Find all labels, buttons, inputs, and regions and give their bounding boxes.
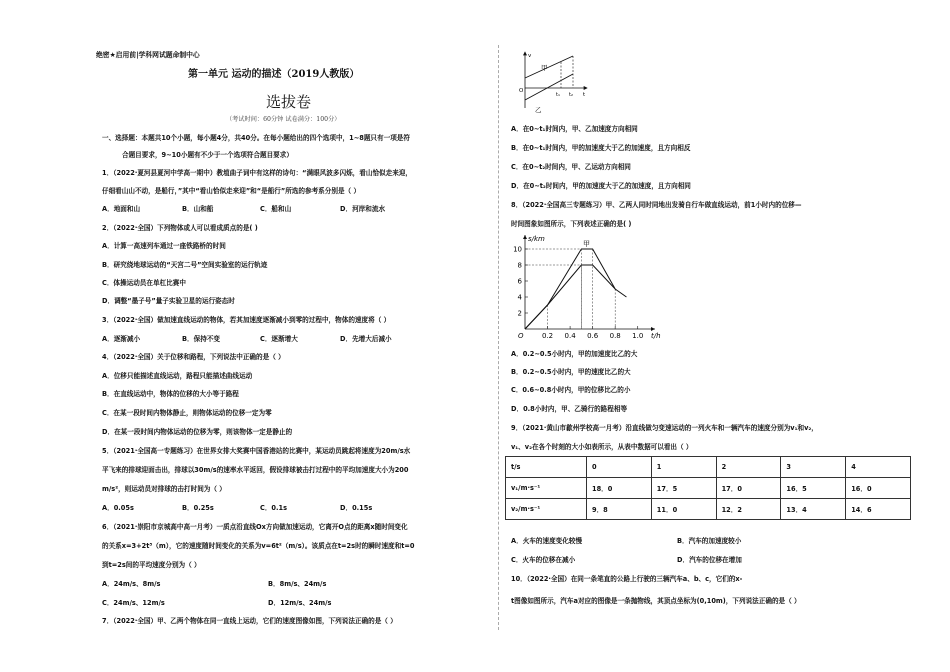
q5-line2: 平飞来的排球迎面击出，排球以30m/s的速率水平返回，假设排球被击打过程中的平均加速度大小为200 bbox=[102, 466, 409, 474]
q7-option-c[interactable]: C．在0~t₂时间内，甲、乙运动方向相同 bbox=[511, 163, 631, 171]
q9-line2: v₁、v₂在各个时刻的大小如表所示，从表中数据可以看出（ ） bbox=[511, 443, 693, 451]
table-header-row bbox=[506, 457, 911, 478]
x-tick-label: 0.6 bbox=[587, 332, 599, 340]
table-cell: 17．5 bbox=[651, 478, 716, 499]
x-tick-label: 1.0 bbox=[632, 332, 644, 340]
q7-t-label: t bbox=[583, 92, 586, 98]
table-cell: v₂/m·s⁻¹ bbox=[506, 499, 587, 520]
q3-stem: 3．（2022·全国）做加速直线运动的物体，若其加速度逐渐减小到零的过程中，物体的速度将（ ） bbox=[102, 316, 391, 324]
q6-option-c[interactable]: C．24m/s、12m/s bbox=[102, 599, 165, 607]
q9-line1: 9．（2021·黄山市歙州学校高一月考）沿直线做匀变速运动的一列火车和一辆汽车的速度分别为v₁和v₂， bbox=[511, 424, 818, 432]
table-cell: 14．6 bbox=[846, 499, 911, 520]
y-tick-label: 4 bbox=[517, 293, 522, 302]
q4-option-d[interactable]: D．在某一段时间内物体运动的位移为零，则该物体一定是静止的 bbox=[102, 428, 293, 436]
q9-option-c[interactable]: C．火车的位移在减小 bbox=[511, 556, 576, 564]
instructions-line2: 合题目要求，9~10小题有不少于一个选项符合题目要求） bbox=[122, 151, 293, 159]
y-axis-label: s/km bbox=[528, 235, 545, 243]
series-line-yi bbox=[525, 265, 626, 329]
table-cell: 13．4 bbox=[781, 499, 846, 520]
q9-option-d[interactable]: D．汽车的位移在增加 bbox=[677, 556, 742, 564]
table-header-cell: 0 bbox=[587, 457, 652, 478]
y-tick-label: 6 bbox=[517, 277, 522, 286]
table-cell: 12．2 bbox=[716, 499, 781, 520]
q4-option-a[interactable]: A．位移只能描述直线运动，路程只能描述曲线运动 bbox=[102, 372, 253, 380]
y-tick-label: 2 bbox=[517, 309, 522, 318]
q8-option-b[interactable]: B．0.2~0.5小时内，甲的速度比乙的大 bbox=[511, 368, 631, 376]
x-tick-label: 0.4 bbox=[564, 332, 576, 340]
q8-position-time-chart bbox=[511, 233, 661, 343]
q6-line1: 6．（2021·崇阳市京城高中高一月考）一质点沿直线Ox方向做加速运动，它离开O点的距离x随时间变化 bbox=[102, 523, 408, 531]
q8-line1: 8．（2022·全国高三专题练习）甲、乙两人同时同地出发骑自行车做直线运动，前1小时内的位移— bbox=[511, 201, 802, 209]
q5-option-b[interactable]: B．0.25s bbox=[182, 504, 214, 512]
q6-line3: 到t=2s间的平均速度分别为（ ） bbox=[102, 561, 201, 569]
secret-label: 绝密★启用前|学科网试题命制中心 bbox=[96, 51, 200, 59]
q2-option-c[interactable]: C．体操运动员在单杠比赛中 bbox=[102, 279, 186, 287]
q1-line2: 仔细看山山不动，是船行，”其中“看山恰似走来迎”和“是船行”所选的参考系分别是（ ） bbox=[102, 187, 361, 195]
q1-option-a[interactable]: A．地面和山 bbox=[102, 205, 141, 213]
q1-option-d[interactable]: D．河岸和流水 bbox=[340, 205, 386, 213]
page-title: 第一单元 运动的描述（2019人教版） bbox=[188, 69, 360, 80]
q10-line2: t图像如图所示，汽车a对应的图像是一条抛物线，其顶点坐标为(0,10m)，下列说法正确的是（ ） bbox=[511, 597, 801, 605]
y-tick-label: 10 bbox=[513, 245, 522, 254]
q5-option-a[interactable]: A．0.05s bbox=[102, 504, 134, 512]
x-axis-label: t/h bbox=[651, 332, 661, 340]
q2-stem: 2．（2022·全国）下列物体或人可以看成质点的是( ) bbox=[102, 224, 258, 232]
q2-option-a[interactable]: A．计算一高速列车通过一座铁路桥的时间 bbox=[102, 242, 226, 250]
q8-option-a[interactable]: A．0.2~0.5小时内，甲的加速度比乙的大 bbox=[511, 350, 638, 358]
q8-line2: 时间图象如图所示，下列表述正确的是( ) bbox=[511, 220, 632, 228]
exam-info: （考试时间：60分钟 试卷满分：100分） bbox=[226, 116, 341, 123]
q9-velocity-table bbox=[505, 456, 911, 520]
q7-t2-label: t₂ bbox=[569, 92, 573, 98]
q6-option-d[interactable]: D．12m/s、24m/s bbox=[268, 599, 332, 607]
y-axis-arrow bbox=[523, 235, 527, 239]
table-cell: 16．5 bbox=[781, 478, 846, 499]
q7-option-a[interactable]: A．在0~t₁时间内，甲、乙加速度方向相同 bbox=[511, 125, 638, 133]
instructions-line1: 一、选择题：本题共10个小题，每小题4分，共40分。在每小题给出的四个选项中，1~8题只有一项是符 bbox=[102, 134, 410, 142]
table-header-cell: 2 bbox=[716, 457, 781, 478]
q5-option-c[interactable]: C．0.1s bbox=[260, 504, 288, 512]
table-header-cell: 4 bbox=[846, 457, 911, 478]
table-cell: 17．0 bbox=[716, 478, 781, 499]
q2-option-d[interactable]: D．调整“墨子号”量子实验卫星的运行姿态时 bbox=[102, 297, 235, 305]
x-tick-label: 0.8 bbox=[609, 332, 621, 340]
q3-option-d[interactable]: D．先增大后减小 bbox=[340, 335, 392, 343]
q7-stem: 7．（2022·全国）甲、乙两个物体在同一直线上运动，它们的速度图像如图，下列说法正确的是（ ） bbox=[102, 617, 397, 625]
table-row bbox=[506, 499, 911, 520]
paper-subtitle: 选拔卷 bbox=[266, 93, 312, 111]
table-header-cell: t/s bbox=[506, 457, 587, 478]
x-tick-label: 0.2 bbox=[541, 332, 554, 340]
q1-line1: 1．（2022·夏河县夏河中学高一期中）教埴曲子词中有这样的诗句：“满眼风波多闪烁，看山恰似走来迎， bbox=[102, 169, 413, 177]
table-cell: 18．0 bbox=[587, 478, 652, 499]
q7-option-b[interactable]: B．在0~t₁时间内，甲的加速度大于乙的加速度，且方向相反 bbox=[511, 144, 691, 152]
series-label-jia: 甲 bbox=[583, 240, 590, 248]
q7-yi-label: 乙 bbox=[535, 106, 542, 114]
q6-line2: 的关系x=3+2t³（m），它的速度随时间变化的关系为v=6t²（m/s）。该质点在t=2s时的瞬时速度和t=0 bbox=[102, 542, 415, 550]
table-header-cell: 1 bbox=[651, 457, 716, 478]
q5-line1: 5．（2021·全国高一专题练习）在世界女排大奖赛中国香港站的比赛中，某运动员跳起将速度为20m/s水 bbox=[102, 447, 411, 455]
q4-option-c[interactable]: C．在某一段时间内物体静止，则物体运动的位移一定为零 bbox=[102, 409, 272, 417]
series-line-jia bbox=[525, 249, 615, 329]
origin-label: O bbox=[518, 332, 524, 340]
q3-option-b[interactable]: B．保持不变 bbox=[182, 335, 220, 343]
table-row bbox=[506, 478, 911, 499]
q4-option-b[interactable]: B．在直线运动中，物体的位移的大小等于路程 bbox=[102, 390, 239, 398]
q5-option-d[interactable]: D．0.15s bbox=[340, 504, 373, 512]
q2-option-b[interactable]: B．研究绕地球运动的“天宫二号”空间实验室的运行轨迹 bbox=[102, 261, 268, 269]
y-tick-label: 8 bbox=[517, 261, 522, 270]
q4-stem: 4．（2022·全国）关于位移和路程，下列说法中正确的是（ ） bbox=[102, 353, 285, 361]
q8-option-c[interactable]: C．0.6~0.8小时内，甲的位移比乙的小 bbox=[511, 386, 631, 394]
q10-line1: 10．（2022·全国）在同一条笔直的公路上行驶的三辆汽车a、b、c，它们的x- bbox=[511, 575, 743, 583]
q1-option-b[interactable]: B．山和船 bbox=[182, 205, 214, 213]
q8-option-d[interactable]: D．0.8小时内，甲、乙骑行的路程相等 bbox=[511, 405, 628, 413]
q7-t1-label: t₁ bbox=[556, 92, 560, 98]
q6-option-a[interactable]: A．24m/s、8m/s bbox=[102, 580, 161, 588]
table-cell: v₁/m·s⁻¹ bbox=[506, 478, 587, 499]
q5-line3: m/s²，则运动员对排球的击打时间为（ ） bbox=[102, 485, 226, 493]
q7-velocity-graph bbox=[511, 48, 591, 114]
q1-option-c[interactable]: C．船和山 bbox=[260, 205, 292, 213]
x-axis-arrow bbox=[651, 327, 655, 331]
table-cell: 9．8 bbox=[587, 499, 652, 520]
q7-jia-label: 甲 bbox=[541, 64, 548, 72]
q7-origin-label: O bbox=[519, 88, 524, 94]
q9-option-b[interactable]: B．汽车的加速度较小 bbox=[677, 537, 742, 545]
table-header-cell: 3 bbox=[781, 457, 846, 478]
q7-option-d[interactable]: D．在0~t₂时间内，甲的加速度大于乙的加速度，且方向相同 bbox=[511, 182, 691, 190]
q3-option-c[interactable]: C．逐渐增大 bbox=[260, 335, 298, 343]
table-cell: 16．0 bbox=[846, 478, 911, 499]
q3-option-a[interactable]: A．逐渐减小 bbox=[102, 335, 141, 343]
q7-line-yi bbox=[525, 74, 573, 100]
column-divider bbox=[498, 45, 499, 630]
table-cell: 11．0 bbox=[651, 499, 716, 520]
q7-v-label: v bbox=[528, 53, 532, 59]
q6-option-b[interactable]: B．8m/s、24m/s bbox=[268, 580, 327, 588]
q7-line-jia bbox=[525, 56, 573, 78]
q9-option-a[interactable]: A．火车的速度变化较慢 bbox=[511, 537, 583, 545]
